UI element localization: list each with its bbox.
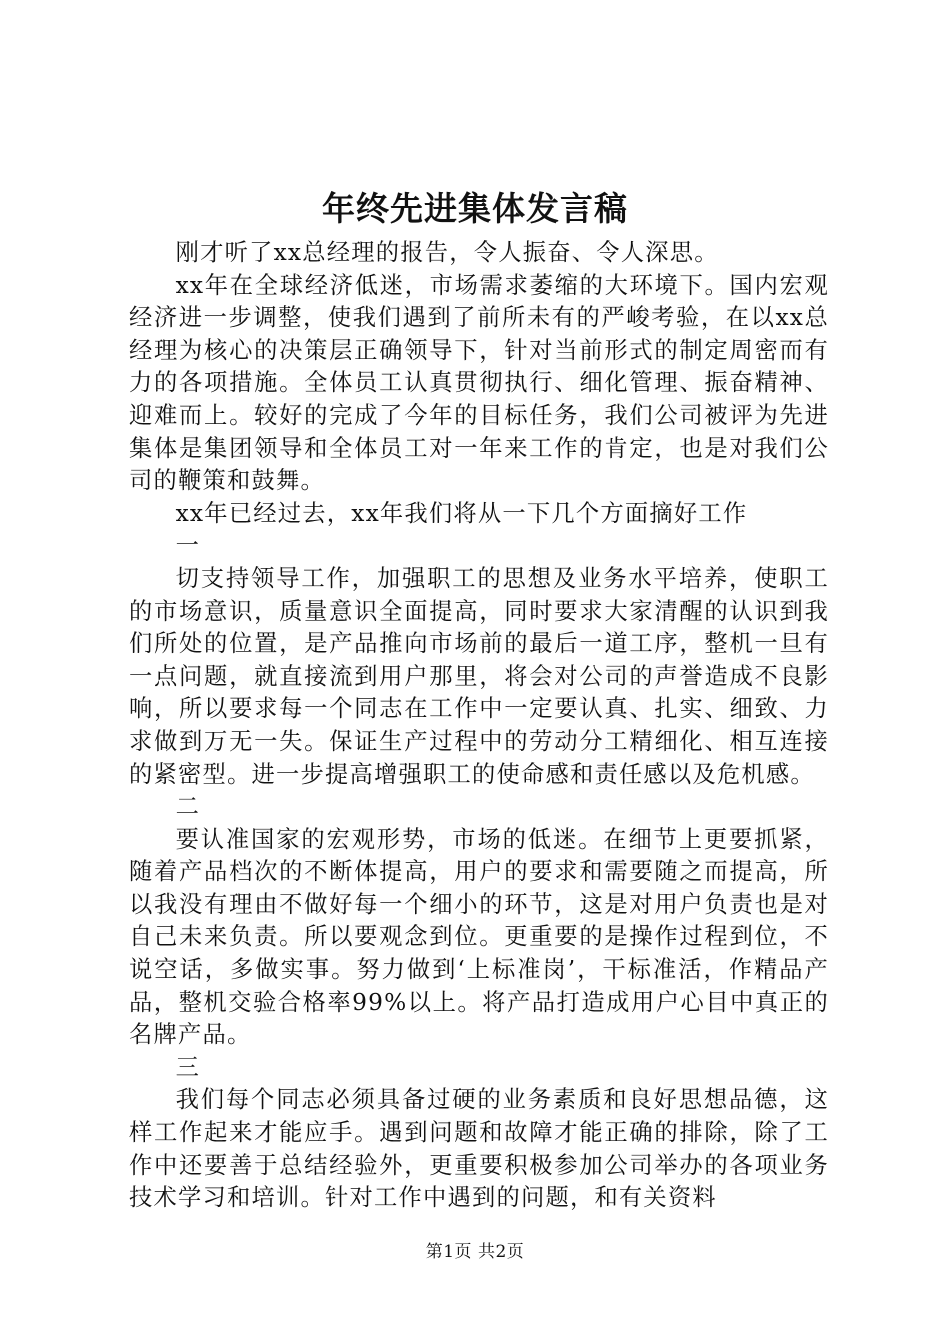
paragraph: xx年已经过去，xx年我们将从一下几个方面摘好工作: [175, 499, 748, 527]
paragraph: 刚才听了xx总经理的报告，令人振奋、令人深思。: [175, 239, 719, 266]
page-footer: 第1页 共2页: [425, 1242, 525, 1262]
paragraph: 要认准国家的宏观形势，市场的低迷。在细节上更要抓紧，随着产品档次的不断体提高，用户的要求和需要随之而提高，所以我没有理由不做好每一个细小的环节，这是对用户负责也是对自己未来负责。所以要观念到位。更重要的是操作过程到位，不说空话，多做实事。努力做到‘上标准岗’，干标准活，作精品产品，整机交验合格率99%以上。将产品打造成用户心目中真正的名牌产品。: [129, 825, 829, 1049]
document-title: 年终先进集体发言稿: [322, 189, 628, 228]
paragraph: 我们每个同志必须具备过硬的业务素质和良好思想品德，这样工作起来才能应手。遇到问题和故障才能正确的排除，除了工作中还要善于总结经验外，更重要积极参加公司举办的各项业务技术学习和培训。针对工作中遇到的问题，和有关资料: [129, 1086, 829, 1212]
document-body: [129, 237, 829, 1215]
paragraph: 切支持领导工作，加强职工的思想及业务水平培养，使职工的市场意识，质量意识全面提高，同时要求大家清醒的认识到我们所处的位置，是产品推向市场前的最后一道工序，整机一旦有一点问题，就直接流到用户那里，将会对公司的声誉造成不良影响，所以要求每一个同志在工作中一定要认真、扎实、细致、力求做到万无一失。保证生产过程中的劳动分工精细化、相互连接的紧密型。进一步提高增强职工的使命感和责任感以及危机感。: [129, 564, 829, 788]
section-number: 二: [175, 793, 201, 821]
section-number: 一: [175, 532, 201, 560]
section-number: 三: [175, 1053, 201, 1081]
paragraph: xx年在全球经济低迷，市场需求萎缩的大环境下。国内宏观经济进一步调整，使我们遇到了前所未有的严峻考验，在以xx总经理为核心的决策层正确领导下，针对当前形式的制定周密而有力的各项措施。全体员工认真贯彻执行、细化管理、振奋精神、迎难而上。较好的完成了今年的目标任务，我们公司被评为先进集体是集团领导和全体员工对一年来工作的肯定，也是对我们公司的鞭策和鼓舞。: [129, 271, 829, 495]
